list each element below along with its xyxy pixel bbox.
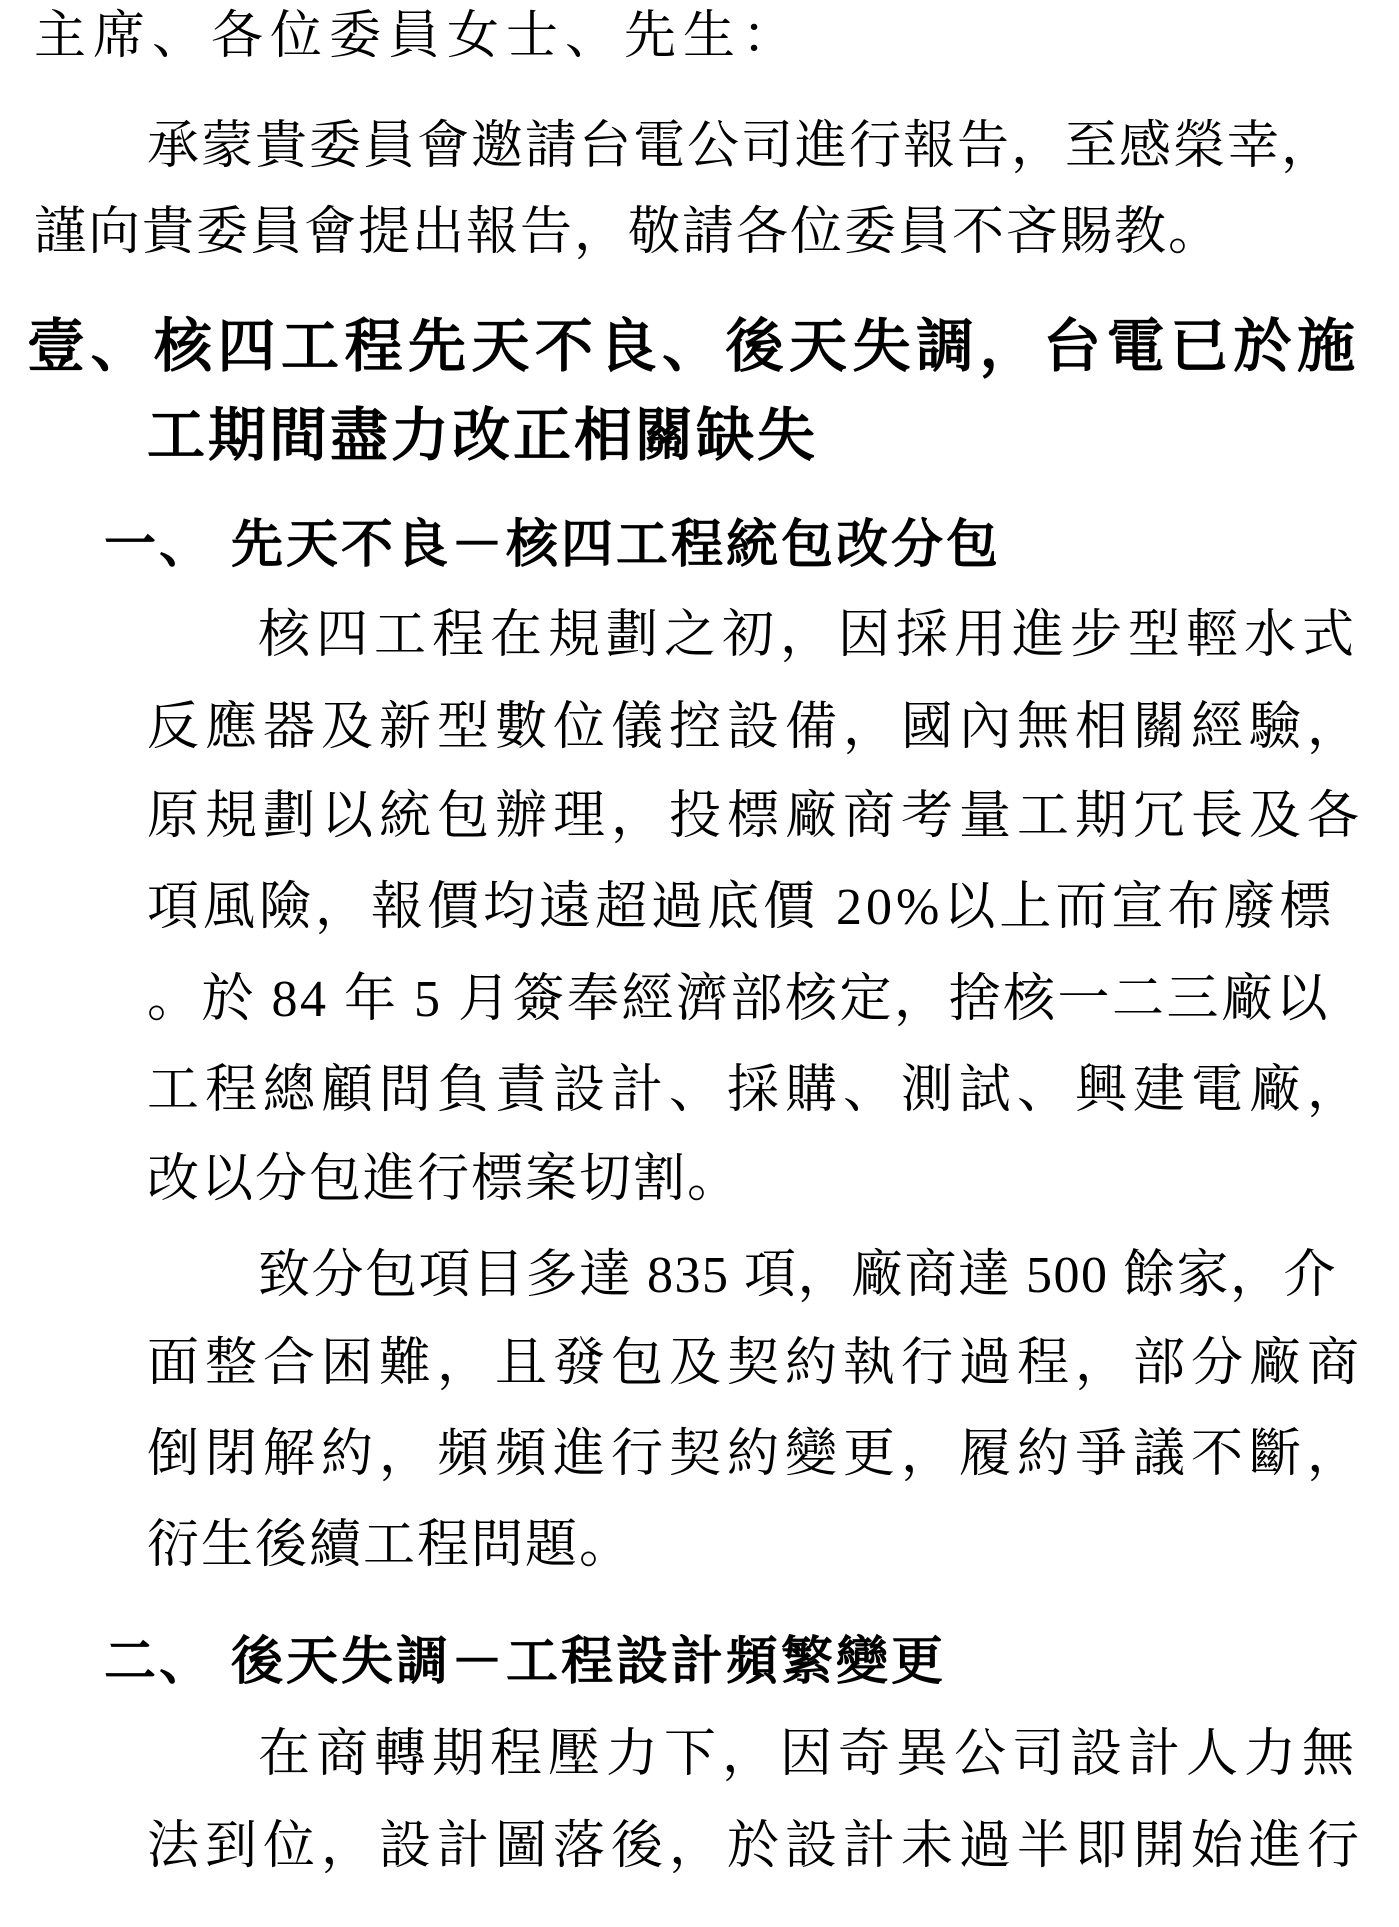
paragraph-line: 項風險，報價均遠超過底價 20%以上而宣布廢標 xyxy=(147,879,1336,936)
paragraph-line: 法到位，設計圖落後，於設計未過半即開始進行 xyxy=(147,1818,1366,1875)
paragraph-line: 工程總顧問負責設計、採購、測試、興建電廠， xyxy=(147,1062,1366,1119)
subsection-title: 後天失調－工程設計頻繁變更 xyxy=(231,1634,947,1691)
section-heading-line: 壹、核四工程先天不良、後天失調，台電已於施 xyxy=(27,314,1361,379)
paragraph-line: 致分包項目多達 835 項，廠商達 500 餘家，介 xyxy=(258,1247,1338,1304)
paragraph-line: 在商轉期程壓力下，因奇異公司設計人力無 xyxy=(258,1726,1361,1783)
section-heading-line: 工期間盡力改正相關缺失 xyxy=(147,403,819,468)
paragraph-line: 改以分包進行標案切割。 xyxy=(147,1151,742,1208)
salutation: 主席、各位委員女士、先生： xyxy=(34,8,802,65)
subsection-number: 一、 xyxy=(104,517,215,574)
intro-line: 謹向貴委員會提出報告，敬請各位委員不吝賜教。 xyxy=(34,204,1223,261)
paragraph-line: 倒閉解約，頻頻進行契約變更，履約爭議不斷， xyxy=(147,1426,1366,1483)
paragraph-line: 面整合困難，且發包及契約執行過程，部分廠商 xyxy=(147,1335,1366,1392)
paragraph-line: 。於 84 年 5 月簽奉經濟部核定，捨核一二三廠以 xyxy=(147,971,1331,1028)
subsection-number: 二、 xyxy=(104,1634,215,1691)
paragraph-line: 衍生後續工程問題。 xyxy=(147,1517,634,1574)
intro-line: 承蒙貴委員會邀請台電公司進行報告，至感榮幸， xyxy=(147,118,1336,175)
paragraph-line: 反應器及新型數位儀控設備，國內無相關經驗， xyxy=(147,699,1366,756)
paragraph-line: 原規劃以統包辦理，投標廠商考量工期冗長及各 xyxy=(147,788,1366,845)
paragraph-line: 核四工程在規劃之初，因採用進步型輕水式 xyxy=(258,607,1361,664)
subsection-title: 先天不良－核四工程統包改分包 xyxy=(231,517,1002,574)
